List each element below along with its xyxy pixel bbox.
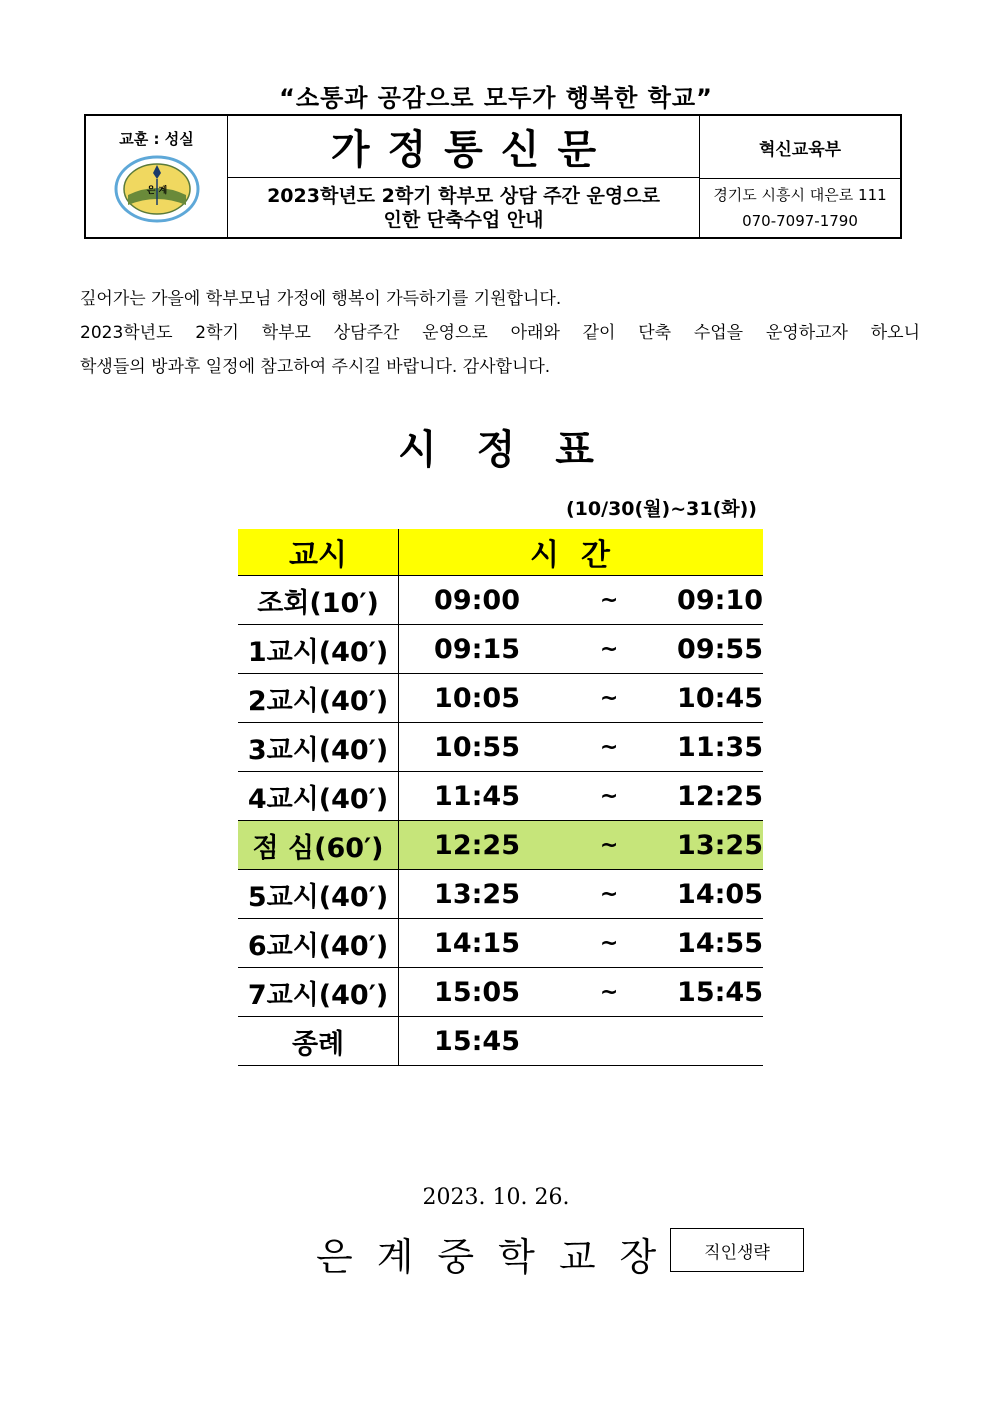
start-time: 10:05: [434, 682, 520, 714]
schedule-table: [238, 529, 763, 1066]
time-cell: [399, 870, 763, 919]
newsletter-subtitle: [228, 178, 699, 237]
end-time: 15:45: [677, 976, 763, 1008]
schedule-row: [238, 919, 763, 968]
start-time: 09:15: [434, 633, 520, 665]
time-cell: [399, 821, 763, 870]
period-cell: 2교시(40′): [238, 674, 399, 723]
time-separator: ~: [599, 685, 619, 711]
period-cell: 5교시(40′): [238, 870, 399, 919]
emblem-text: 은 계: [146, 186, 167, 196]
start-time: 15:45: [434, 1025, 520, 1057]
column-header-period: 교시: [238, 529, 399, 576]
time-cell: [399, 772, 763, 821]
schedule-header-row: [238, 529, 763, 576]
schedule-row: [238, 674, 763, 723]
newsletter-title: 가정통신문: [228, 116, 699, 178]
schedule-date-range: (10/30(월)~31(화)): [566, 498, 757, 520]
school-phone: 070-7097-1790: [742, 212, 858, 230]
schedule-row: [238, 870, 763, 919]
time-cell: [399, 625, 763, 674]
time-cell: [399, 576, 763, 625]
schedule-row: [238, 821, 763, 870]
period-cell: 종례: [238, 1017, 399, 1066]
intro-line-2: 2023학년도 2학기 학부모 상담주간 운영으로 아래와 같이 단축 수업을 운영하고자 하오니: [80, 323, 920, 343]
time-separator: ~: [599, 587, 619, 613]
start-time: 12:25: [434, 829, 520, 861]
header-emblem-cell: [86, 116, 228, 237]
end-time: 11:35: [677, 731, 763, 763]
start-time: 09:00: [434, 584, 520, 616]
period-cell: 점 심(60′): [238, 821, 399, 870]
period-cell: 조회(10′): [238, 576, 399, 625]
schedule-row: [238, 625, 763, 674]
schedule-row: [238, 723, 763, 772]
time-separator: ~: [599, 734, 619, 760]
seal-omitted-box: 직인생략: [670, 1228, 804, 1272]
end-time: 14:05: [677, 878, 763, 910]
schedule-title: 시정표: [398, 427, 634, 473]
start-time: 11:45: [434, 780, 520, 812]
department-name: 혁신교육부: [700, 116, 900, 179]
principal-signature: 은계중학교장: [316, 1235, 681, 1279]
time-separator: ~: [599, 832, 619, 858]
end-time: 14:55: [677, 927, 763, 959]
time-separator: ~: [599, 881, 619, 907]
start-time: 15:05: [434, 976, 520, 1008]
school-contact: [700, 179, 900, 237]
school-emblem-icon: [114, 155, 200, 223]
time-cell: [399, 674, 763, 723]
period-cell: 7교시(40′): [238, 968, 399, 1017]
end-time: 10:45: [677, 682, 763, 714]
intro-line-1: 깊어가는 가을에 학부모님 가정에 행복이 가득하기를 기원합니다.: [80, 289, 562, 309]
period-cell: 6교시(40′): [238, 919, 399, 968]
time-cell: [399, 968, 763, 1017]
period-cell: 4교시(40′): [238, 772, 399, 821]
school-motto-label: 교훈 : 성실: [119, 130, 194, 148]
time-separator: ~: [599, 979, 619, 1005]
subtitle-line-1: 2023학년도 2학기 학부모 상담 주간 운영으로: [267, 184, 660, 207]
school-slogan: “소통과 공감으로 모두가 행복한 학교”: [279, 84, 713, 112]
end-time: 09:55: [677, 633, 763, 665]
subtitle-line-2: 인한 단축수업 안내: [383, 208, 544, 231]
start-time: 14:15: [434, 927, 520, 959]
time-separator: ~: [599, 783, 619, 809]
schedule-row: [238, 576, 763, 625]
column-header-time: 시간: [399, 529, 763, 576]
schedule-row: [238, 772, 763, 821]
end-time: 12:25: [677, 780, 763, 812]
end-time: 09:10: [677, 584, 763, 616]
school-address: 경기도 시흥시 대은로 111: [713, 186, 887, 204]
end-time: 13:25: [677, 829, 763, 861]
time-cell: [399, 1017, 763, 1066]
schedule-row: [238, 1017, 763, 1066]
issue-date: 2023. 10. 26.: [422, 1185, 570, 1210]
intro-line-3: 학생들의 방과후 일정에 참고하여 주시길 바랍니다. 감사합니다.: [80, 357, 551, 377]
intro-paragraph: [80, 282, 920, 384]
header-info-cell: [700, 116, 900, 237]
period-cell: 1교시(40′): [238, 625, 399, 674]
newsletter-header: [84, 114, 902, 239]
period-cell: 3교시(40′): [238, 723, 399, 772]
time-separator: ~: [599, 636, 619, 662]
schedule-row: [238, 968, 763, 1017]
start-time: 10:55: [434, 731, 520, 763]
header-title-cell: [228, 116, 700, 237]
time-cell: [399, 723, 763, 772]
start-time: 13:25: [434, 878, 520, 910]
time-cell: [399, 919, 763, 968]
time-separator: ~: [599, 930, 619, 956]
